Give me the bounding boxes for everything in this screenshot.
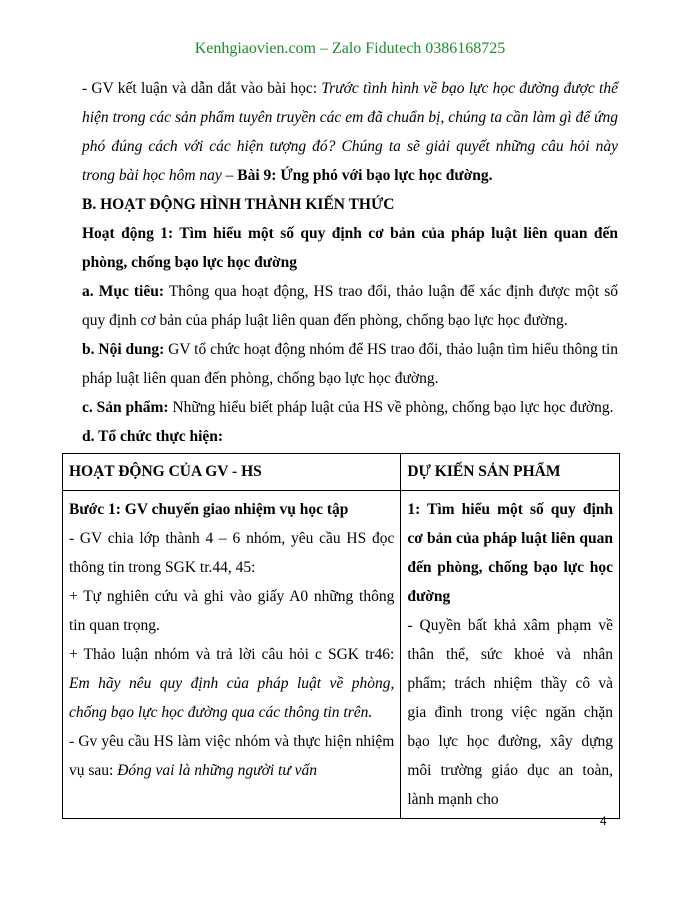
muc-tieu: a. Mục tiêu: Thông qua hoạt động, HS trao đổi, thảo luận để xác định được một số quy định cơ bản của pháp luật liên quan đến phòng, chống bạo lực học đường. — [82, 283, 618, 329]
table-cell-left — [63, 491, 401, 819]
table-header-row — [63, 454, 620, 491]
left-line-2: + Tự nghiên cứu và ghi vào giấy A0 những thông tin quan trọng. — [69, 588, 395, 634]
activity1-heading: Hoạt động 1: Tìm hiểu một số quy định cơ bản của pháp luật liên quan đến phòng, chống bạo lực học đường — [82, 225, 618, 271]
section-b-heading: B. HOẠT ĐỘNG HÌNH THÀNH KIẾN THỨC — [82, 196, 395, 213]
intro-plain: - GV kết luận và dẫn dắt vào bài học: — [82, 80, 322, 97]
noi-dung: b. Nội dung: GV tổ chức hoạt động nhóm để HS trao đổi, thảo luận tìm hiểu thông tin pháp luật liên quan đến phòng, chống bạo lực học đường. — [82, 341, 618, 387]
intro-italic: Trước tình hình về bạo lực học đường được thể hiện trong các sản phẩm tuyên truyền các em đã chuẩn bị, chúng ta cần làm gì để ứng phó đúng cách với các hiện tượng đó? Chúng ta sẽ giải quyết những câu hỏi này trong bài học hôm nay – — [82, 80, 618, 184]
intro-lesson-title: Bài 9: Ứng phó với bạo lực học đường. — [237, 167, 493, 184]
left-line-3: + Thảo luận nhóm và trả lời câu hỏi c SGK tr46: Em hãy nêu quy định của pháp luật về phòng, chống bạo lực học đường qua các thông tin trên. — [69, 646, 395, 721]
intro-paragraph — [82, 74, 618, 190]
right-title: 1: Tìm hiểu một số quy định cơ bản của pháp luật liên quan đến phòng, chống bạo lực học đường — [407, 501, 613, 605]
left-line-4: - Gv yêu cầu HS làm việc nhóm và thực hiện nhiệm vụ sau: Đóng vai là những người tư vấn — [69, 733, 395, 779]
right-text: - Quyền bất khả xâm phạm về thân thể, sức khoẻ và nhân phẩm; trách nhiệm thầy cô và gia đình trong việc ngăn chặn bạo lực học đường, xây dựng môi trường giáo dục an toàn, lành mạnh cho — [407, 617, 613, 808]
page-header: Kenhgiaovien.com – Zalo Fidutech 0386168725 — [194, 40, 506, 57]
page-number: 4 — [600, 814, 607, 828]
table-cell-right — [401, 491, 620, 819]
activity-table — [62, 453, 620, 819]
to-chuc-heading: d. Tổ chức thực hiện: — [82, 428, 224, 445]
table-header-right: DỰ KIẾN SẢN PHẨM — [401, 454, 620, 491]
san-pham: c. Sản phẩm: Những hiểu biết pháp luật của HS về phòng, chống bạo lực học đường. — [82, 399, 614, 416]
table-header-left: HOẠT ĐỘNG CỦA GV - HS — [63, 454, 401, 491]
left-line-1: - GV chia lớp thành 4 – 6 nhóm, yêu cầu HS đọc thông tin trong SGK tr.44, 45: — [69, 530, 395, 576]
document-body — [69, 74, 618, 819]
step1-title: Bước 1: GV chuyển giao nhiệm vụ học tập — [69, 501, 349, 518]
table-row — [63, 491, 620, 819]
